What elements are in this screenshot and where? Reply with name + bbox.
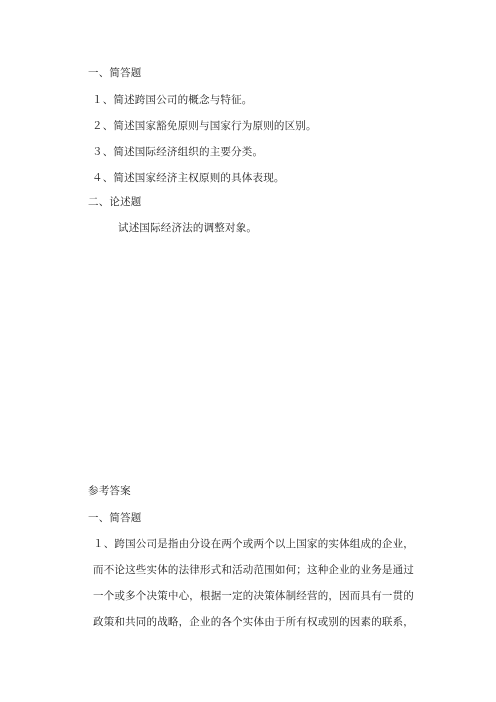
answers-title: 参考答案	[88, 485, 131, 497]
answers-section-title-short-answer: 一、简答题	[88, 512, 142, 524]
answer-paragraph-line-2: 而不论这些实体的法律形式和活动范围如何；这种企业的业务是通过	[93, 564, 414, 576]
question-item-1: １、简述跨国公司的概念与特征。	[92, 94, 253, 106]
answer-paragraph-line-1: １、跨国公司是指由分设在两个或两个以上国家的实体组成的企业，	[93, 538, 414, 550]
question-item-2: ２、简述国家豁免原则与国家行为原则的区别。	[92, 120, 317, 132]
answer-paragraph-line-4: 政策和共同的战略，企业的各个实体由于所有权或别的因素的联系，	[93, 616, 414, 628]
section-title-short-answer: 一、简答题	[88, 67, 142, 79]
section-title-essay: 二、论述题	[88, 196, 142, 208]
question-item-3: ３、简述国际经济组织的主要分类。	[92, 146, 264, 158]
question-item-4: ４、简述国家经济主权原则的具体表现。	[92, 172, 285, 184]
essay-question: 试述国际经济法的调整对象。	[118, 222, 258, 234]
answer-paragraph-line-3: 一个或多个决策中心，根据一定的决策体制经营的，因而具有一贯的	[93, 590, 414, 602]
